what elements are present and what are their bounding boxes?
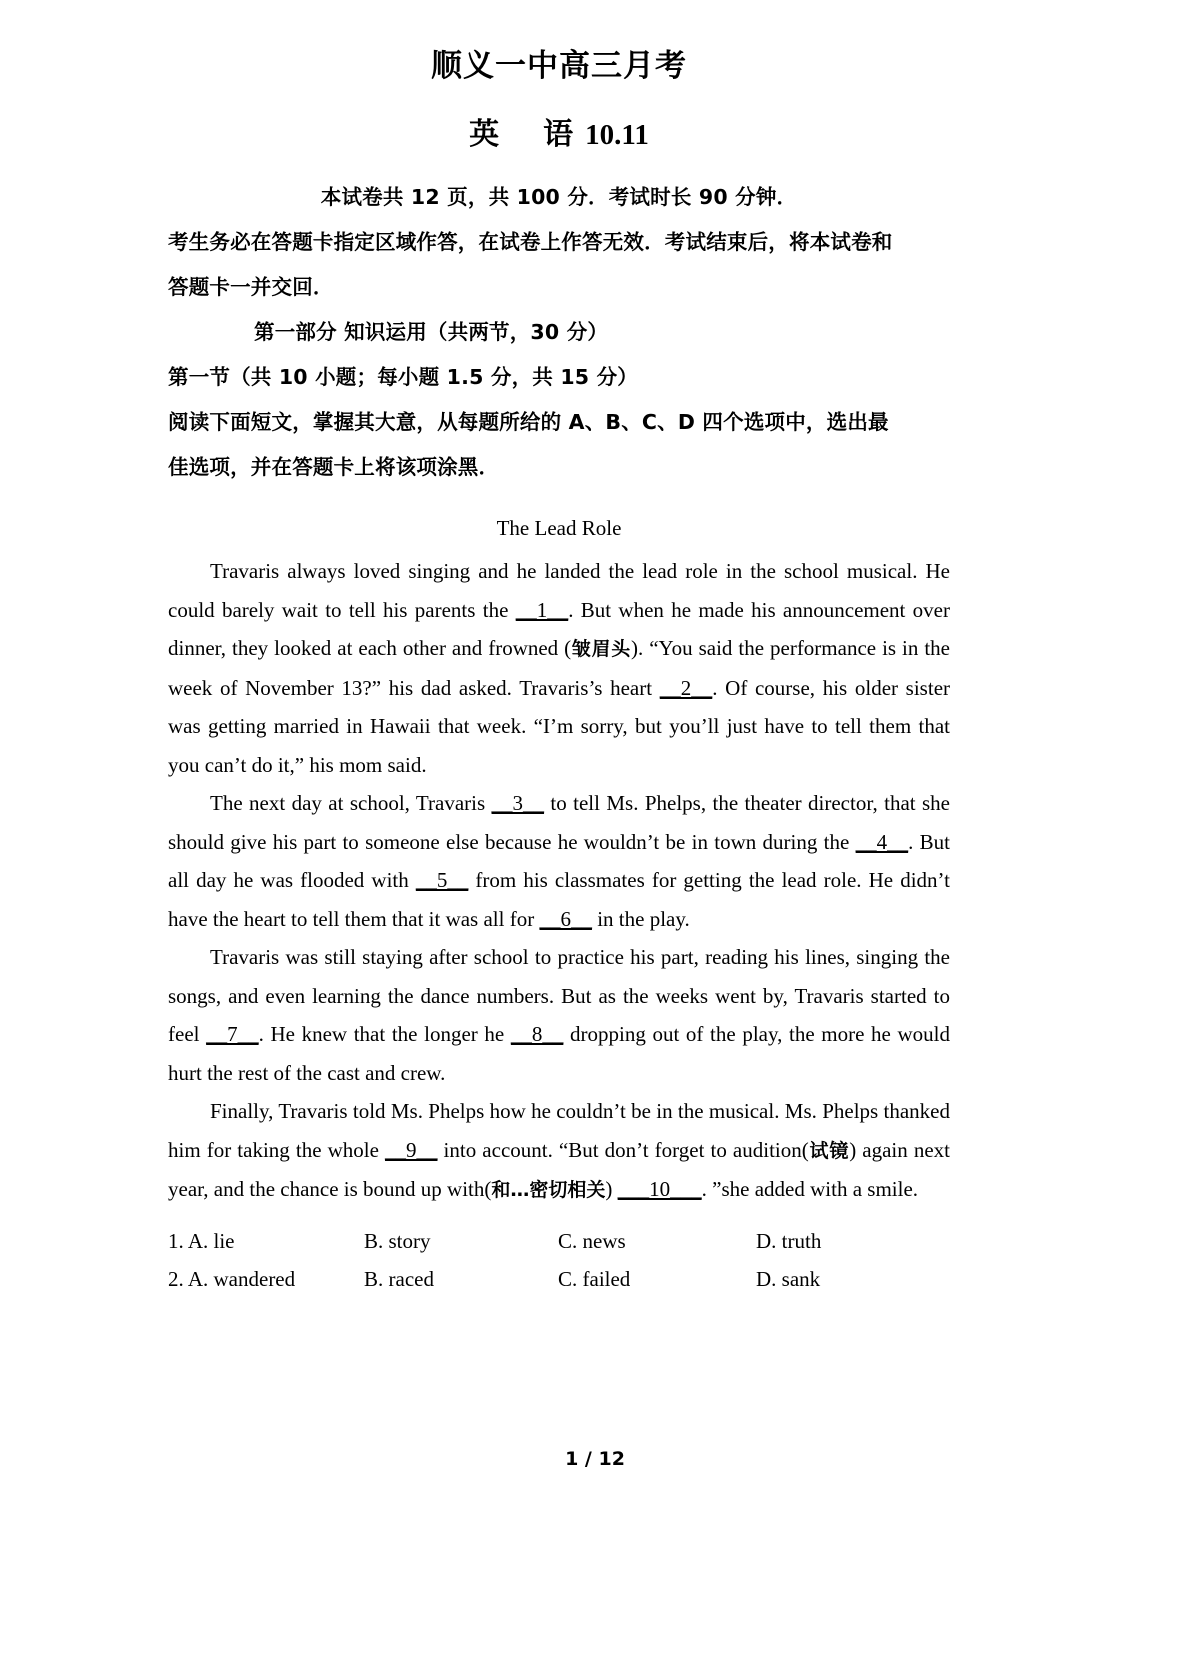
passage-text: dropping out of the play, the more he would hurt the rest of the cast and crew. xyxy=(168,1022,950,1085)
passage-paragraph xyxy=(168,552,950,784)
option-d[interactable]: D. sank xyxy=(756,1266,821,1291)
passage-text: The next day at school, Travaris xyxy=(210,791,492,816)
passage-paragraph xyxy=(168,938,950,1092)
option-a-label: A. lie xyxy=(187,1228,235,1253)
question-number: 1. xyxy=(168,1228,188,1253)
answer-options-list xyxy=(168,1222,950,1298)
cloze-blank: __6__ xyxy=(539,906,592,931)
instruction-line-1: 本试卷共 12 页，共 100 分．考试时长 90 分钟． xyxy=(320,185,798,210)
passage-text: in the play. xyxy=(591,906,690,931)
question-row xyxy=(168,1222,950,1260)
chinese-gloss: 试镜 xyxy=(808,1139,850,1162)
question-number: 2. xyxy=(168,1266,188,1291)
cloze-blank: ___10___ xyxy=(617,1177,702,1202)
option-c[interactable]: C. failed xyxy=(558,1266,631,1291)
page-title: 顺义一中高三月考 xyxy=(431,48,687,84)
passage-text: . But all day he was flooded with xyxy=(168,829,951,893)
option-d[interactable]: D. truth xyxy=(756,1228,822,1253)
passage-text: ). “You said the performance is in the week of November 13?” his dad asked. Travaris’s heart xyxy=(168,636,950,700)
option-a[interactable] xyxy=(168,1222,235,1260)
passage-text: ) xyxy=(605,1177,618,1202)
subject-char-2: 语 xyxy=(543,117,574,153)
option-b[interactable]: B. raced xyxy=(364,1266,434,1291)
cloze-blank: __7__ xyxy=(206,1022,259,1047)
passage-body xyxy=(168,552,950,1210)
chinese-gloss: 和…密切相关 xyxy=(491,1179,606,1202)
option-c[interactable]: C. news xyxy=(558,1228,626,1253)
section-one-heading: 第一节（共 10 小题；每小题 1.5 分，共 15 分） xyxy=(168,365,638,390)
option-a-label: A. wandered xyxy=(187,1266,296,1291)
cloze-blank: __3__ xyxy=(491,791,545,816)
option-a[interactable] xyxy=(168,1260,295,1298)
passage-text: ) again next year, and the chance is bound up with( xyxy=(168,1137,950,1202)
subject-heading xyxy=(168,117,950,153)
page-footer: 1 / 12 xyxy=(565,1448,625,1470)
question-row xyxy=(168,1260,950,1298)
passage-text: Travaris was still staying after school to practice his part, reading his lines, singing the songs, and even learning the dance numbers. But as the weeks went by, Travaris started to feel xyxy=(168,945,950,1047)
cloze-blank: __9__ xyxy=(384,1137,438,1162)
instruction-line-2: 考生务必在答题卡指定区域作答，在试卷上作答无效．考试结束后，将本试卷和 xyxy=(168,230,893,255)
section-one-directions-line-1: 阅读下面短文，掌握其大意，从每题所给的 A、B、C、D 四个选项中，选出最 xyxy=(168,410,889,435)
cloze-blank: __5__ xyxy=(415,868,469,893)
passage-paragraph xyxy=(168,1092,950,1210)
part-one-heading: 第一部分 知识运用（共两节，30 分） xyxy=(254,320,609,345)
cloze-blank: __2__ xyxy=(659,675,713,700)
passage-title: The Lead Role xyxy=(496,516,622,541)
passage-text: from his classmates for getting the lead role. He didn’t have the heart to tell them that it was all for xyxy=(168,868,950,931)
section-one-directions-line-2: 佳选项，并在答题卡上将该项涂黑． xyxy=(168,455,500,480)
passage-text: . But when he made his announcement over dinner, they looked at each other and frowned ( xyxy=(168,597,950,661)
passage-paragraph xyxy=(168,784,950,938)
passage-text: . Of course, his older sister was getting married in Hawaii that week. “I’m sorry, but you’ll just have to tell them that you can’t do it,” his mom said. xyxy=(168,675,951,777)
cloze-blank: __8__ xyxy=(510,1022,564,1047)
exam-date: 10.11 xyxy=(585,119,649,152)
passage-text: Travaris always loved singing and he landed the lead role in the school musical. He could barely wait to tell his parents the xyxy=(168,559,950,622)
page-content xyxy=(168,0,950,1298)
passage-text: to tell Ms. Phelps, the theater director, that she should give his part to someone else because he wouldn’t be in town during the xyxy=(168,791,950,854)
option-b[interactable]: B. story xyxy=(364,1228,431,1253)
passage-text: Finally, Travaris told Ms. Phelps how he couldn’t be in the musical. Ms. Phelps thanked him for taking the whole xyxy=(168,1099,950,1162)
chinese-gloss: 皱眉头 xyxy=(571,638,632,661)
cloze-blank: __1__ xyxy=(515,597,569,622)
passage-text: . ”she added with a smile. xyxy=(701,1177,919,1202)
cloze-blank: __4__ xyxy=(855,829,909,854)
passage-text: . He knew that the longer he xyxy=(258,1022,511,1047)
passage-text: into account. “But don’t forget to audition( xyxy=(437,1137,809,1162)
subject-char-1: 英 xyxy=(469,117,500,153)
instruction-line-3: 答题卡一并交回． xyxy=(168,275,334,300)
